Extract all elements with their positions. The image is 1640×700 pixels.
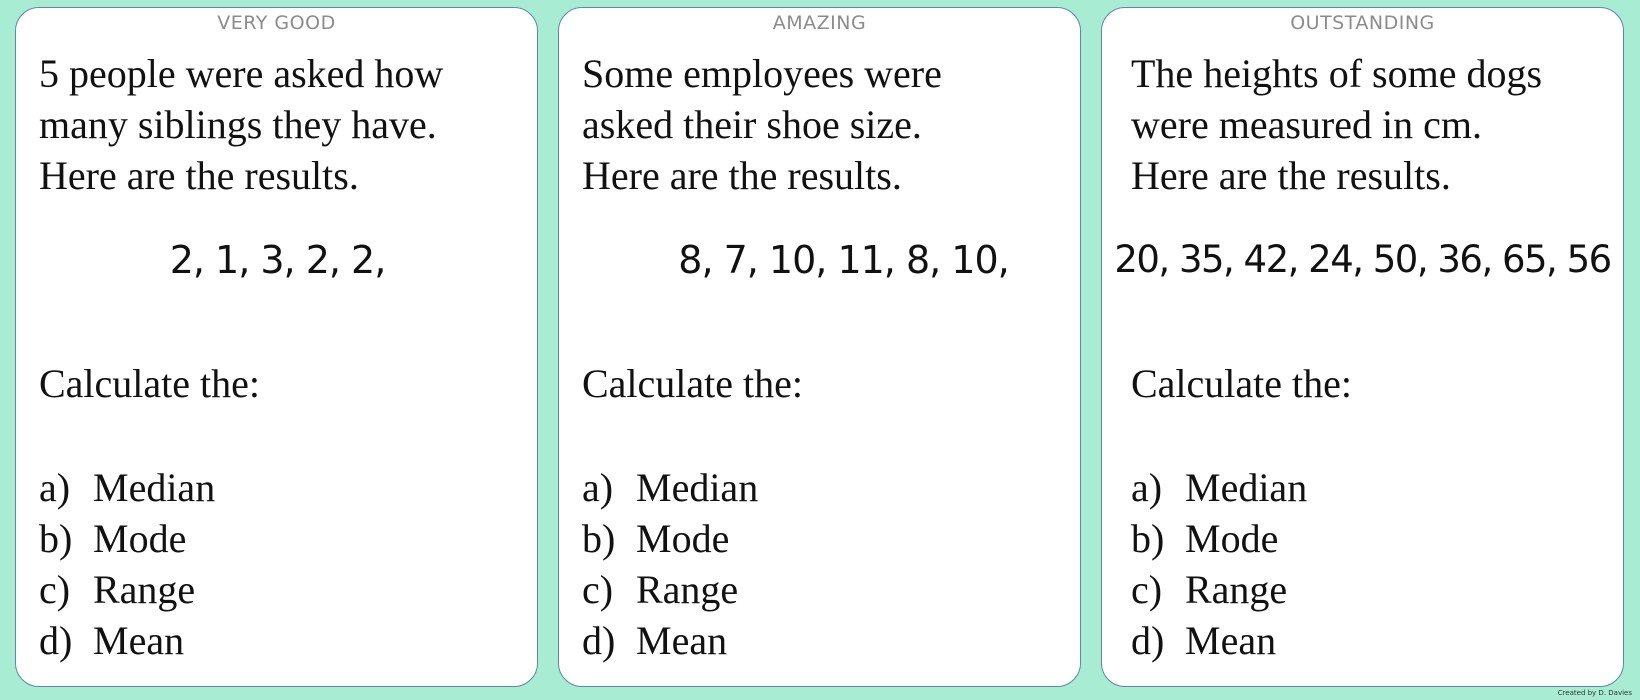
part-letter: c) bbox=[39, 567, 71, 612]
intro-line: asked their shoe size. bbox=[582, 102, 922, 147]
part-text: Mode bbox=[93, 516, 187, 561]
difficulty-label: OUTSTANDING bbox=[1290, 12, 1435, 34]
part-median bbox=[1131, 462, 1307, 513]
part-text: Mean bbox=[93, 618, 185, 663]
part-letter: c) bbox=[1131, 567, 1163, 612]
data-set: 8, 7, 10, 11, 8, 10, bbox=[678, 238, 1009, 282]
intro-line: 5 people were asked how bbox=[39, 51, 444, 96]
calculate-prompt: Calculate the: bbox=[39, 361, 261, 406]
part-text: Range bbox=[636, 567, 739, 612]
part-letter: c) bbox=[582, 567, 614, 612]
question-card-very-good bbox=[15, 7, 538, 687]
part-letter: a) bbox=[582, 465, 614, 510]
part-text: Median bbox=[93, 465, 216, 510]
part-text: Median bbox=[1185, 465, 1308, 510]
question-parts bbox=[1131, 462, 1307, 666]
question-parts bbox=[582, 462, 758, 666]
part-letter: d) bbox=[582, 618, 616, 663]
part-text: Mode bbox=[1185, 516, 1279, 561]
part-text: Median bbox=[636, 465, 759, 510]
part-range bbox=[39, 564, 215, 615]
part-mode bbox=[39, 513, 215, 564]
part-letter: a) bbox=[39, 465, 71, 510]
part-letter: d) bbox=[39, 618, 73, 663]
intro-line: The heights of some dogs bbox=[1131, 51, 1543, 96]
part-median bbox=[39, 462, 215, 513]
intro-line: Some employees were bbox=[582, 51, 942, 96]
part-text: Range bbox=[93, 567, 196, 612]
part-text: Range bbox=[1185, 567, 1288, 612]
difficulty-label: VERY GOOD bbox=[217, 12, 336, 34]
part-letter: b) bbox=[39, 516, 73, 561]
difficulty-label: AMAZING bbox=[772, 12, 867, 34]
part-text: Mean bbox=[636, 618, 728, 663]
part-range bbox=[582, 564, 758, 615]
part-mean bbox=[1131, 615, 1307, 666]
intro-line: were measured in cm. bbox=[1131, 102, 1482, 147]
part-letter: a) bbox=[1131, 465, 1163, 510]
intro-line: many siblings they have. bbox=[39, 102, 437, 147]
intro-line: Here are the results. bbox=[582, 153, 902, 198]
question-intro bbox=[39, 48, 527, 201]
data-set: 20, 35, 42, 24, 50, 36, 65, 56 bbox=[1114, 238, 1611, 281]
part-mean bbox=[582, 615, 758, 666]
intro-line: Here are the results. bbox=[1131, 153, 1451, 198]
data-set: 2, 1, 3, 2, 2, bbox=[169, 238, 386, 282]
part-letter: b) bbox=[1131, 516, 1165, 561]
question-intro bbox=[1131, 48, 1613, 201]
author-credit: Created by D. Davies bbox=[1557, 689, 1632, 697]
part-text: Mode bbox=[636, 516, 730, 561]
part-text: Mean bbox=[1185, 618, 1277, 663]
intro-line: Here are the results. bbox=[39, 153, 359, 198]
question-card-outstanding bbox=[1101, 7, 1624, 687]
question-card-amazing bbox=[558, 7, 1081, 687]
part-mode bbox=[582, 513, 758, 564]
question-parts bbox=[39, 462, 215, 666]
calculate-prompt: Calculate the: bbox=[582, 361, 804, 406]
part-mean bbox=[39, 615, 215, 666]
part-letter: d) bbox=[1131, 618, 1165, 663]
part-median bbox=[582, 462, 758, 513]
question-intro bbox=[582, 48, 1070, 201]
calculate-prompt: Calculate the: bbox=[1131, 361, 1353, 406]
part-letter: b) bbox=[582, 516, 616, 561]
part-range bbox=[1131, 564, 1307, 615]
part-mode bbox=[1131, 513, 1307, 564]
